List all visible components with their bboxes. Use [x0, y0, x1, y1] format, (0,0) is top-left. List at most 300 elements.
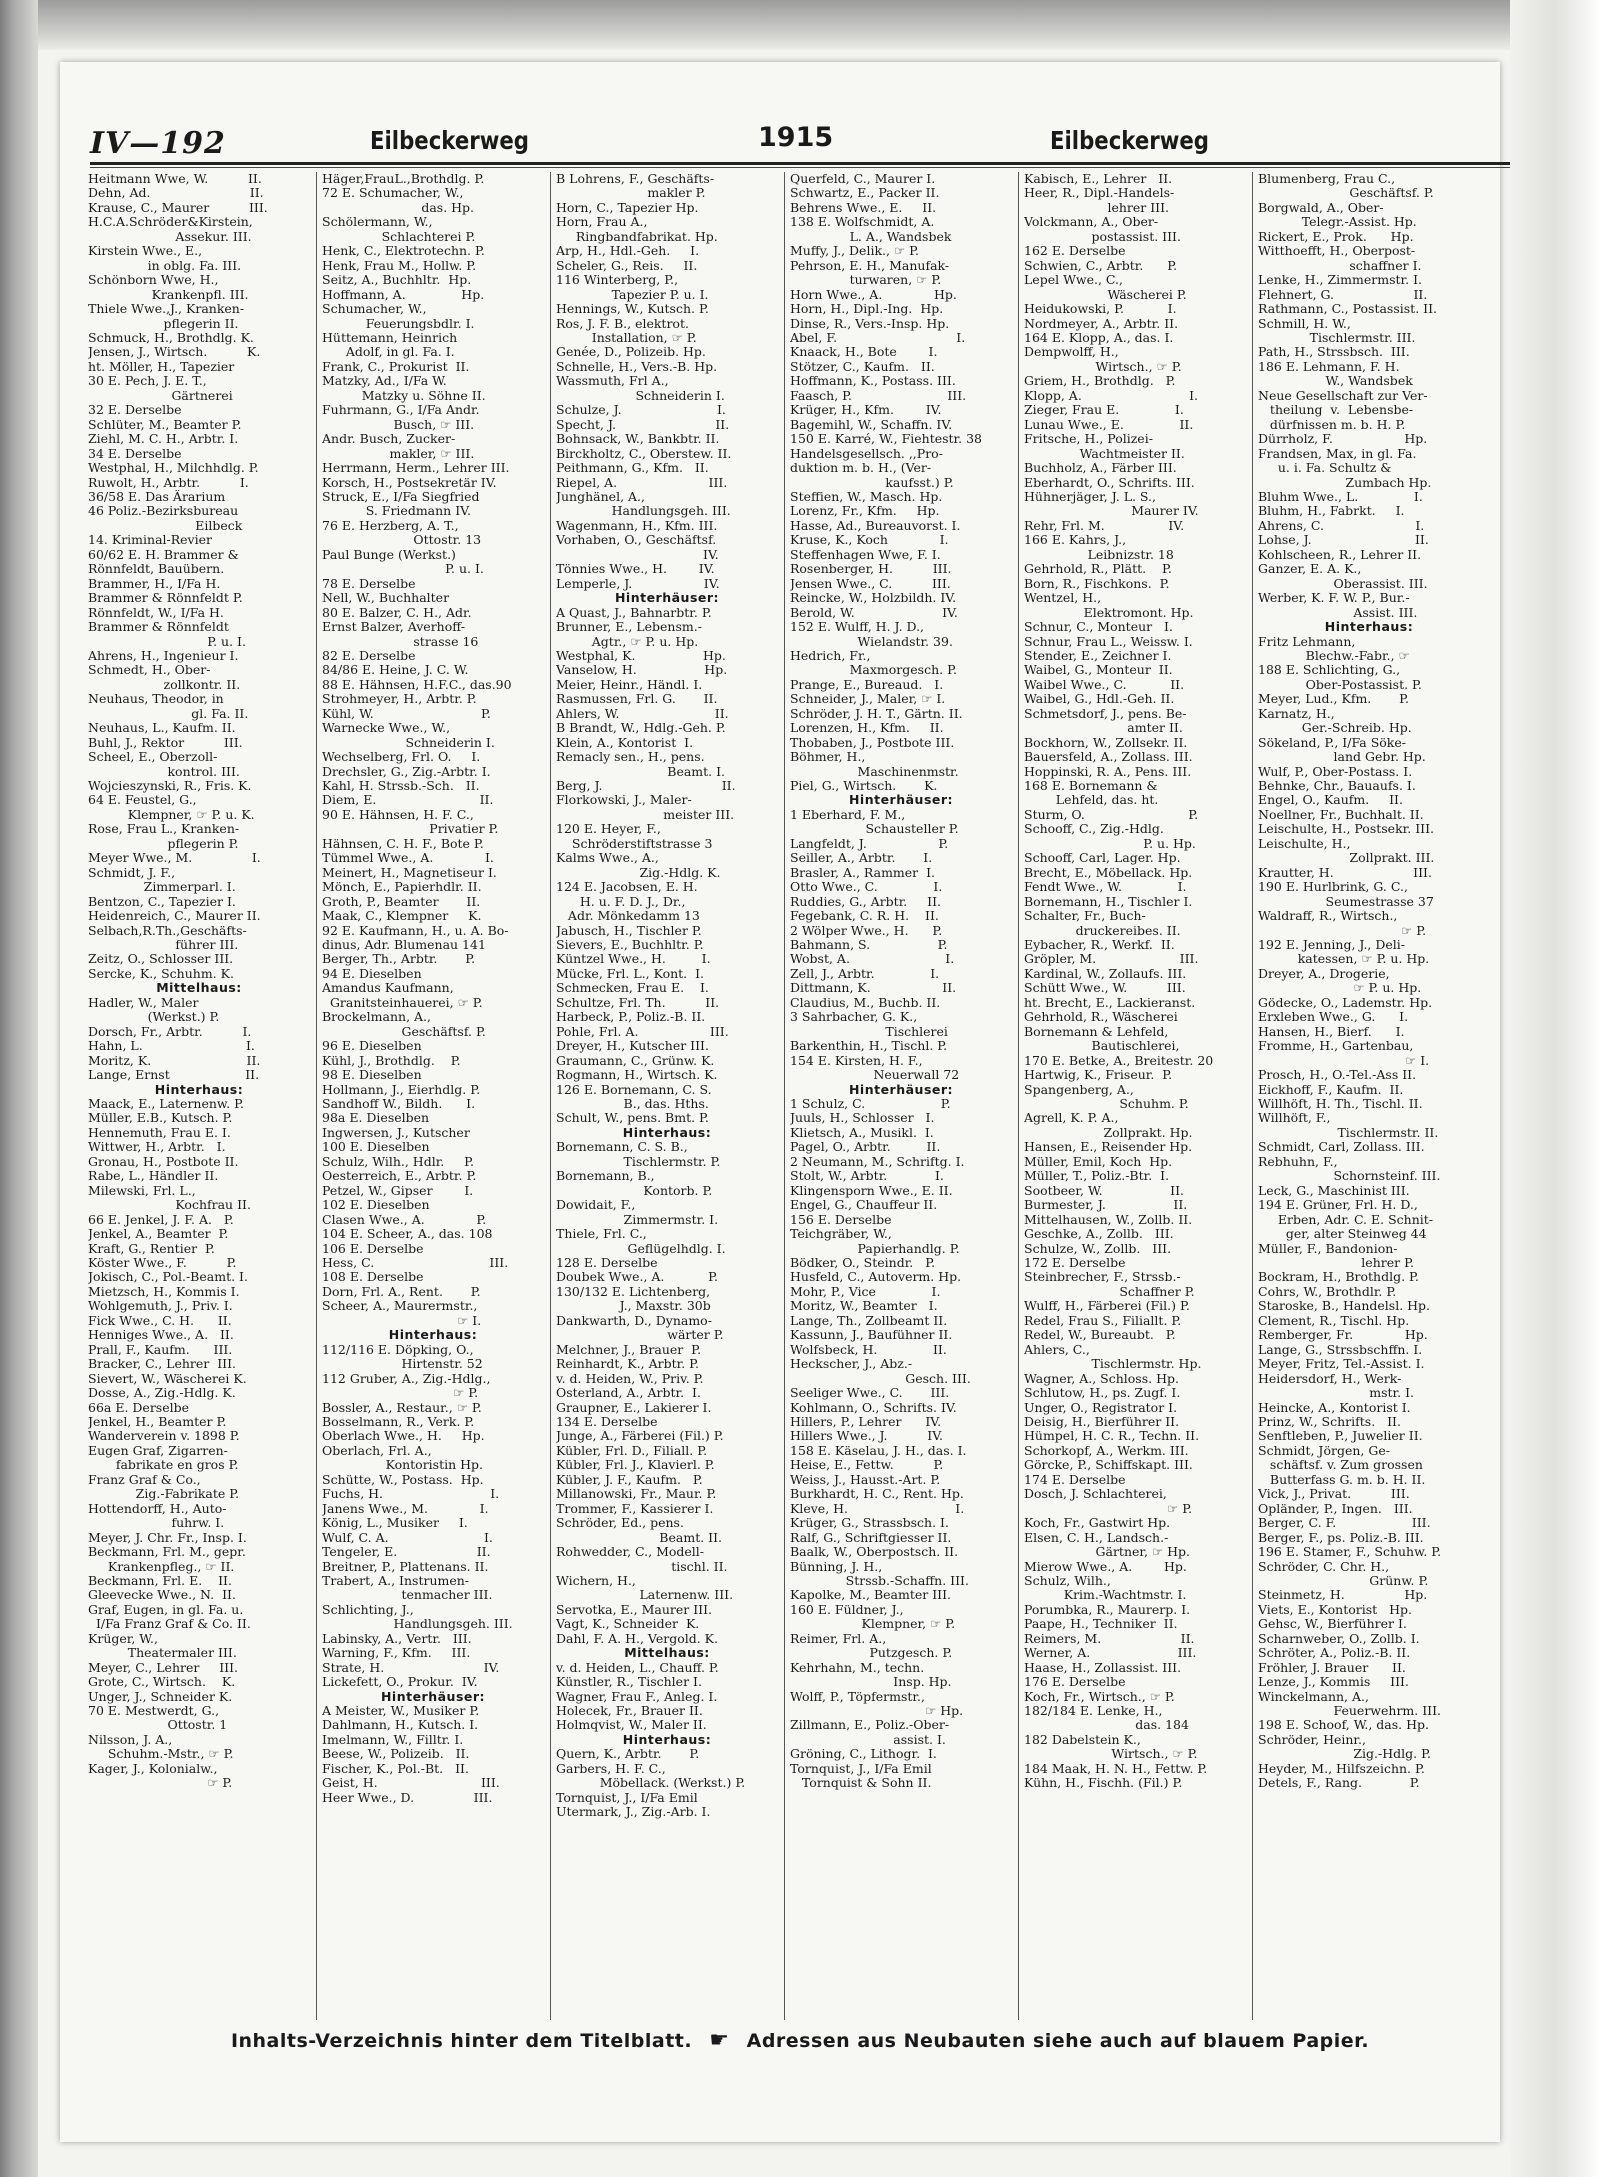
directory-entry-line: Herrmann, Herm., Lehrer III.: [322, 461, 510, 476]
directory-entry-line: Rosenberger, H. III.: [790, 562, 952, 577]
directory-entry-line: Meyer, Fritz, Tel.-Assist. I.: [1258, 1357, 1425, 1372]
directory-entry-line: Theatermaler III.: [88, 1646, 237, 1661]
directory-entry-line: 166 E. Kahrs, J.,: [1024, 533, 1127, 548]
directory-entry-line: Zig.-Hdlg. K.: [556, 865, 721, 880]
directory-entry-line: Wassmuth, Frl A.,: [556, 374, 669, 389]
directory-entry-line: katessen, ☞ P. u. Hp.: [1258, 952, 1430, 967]
directory-entry-line: 70 E. Mestwerdt, G.,: [88, 1704, 220, 1719]
directory-entry-line: Bentzon, C., Tapezier I.: [88, 894, 236, 909]
directory-entry-line: Vick, J., Privat. III.: [1258, 1487, 1410, 1502]
directory-entry-line: B Lohrens, F., Geschäfts-: [556, 172, 715, 186]
directory-entry-line: ht. Brecht, E., Lackieranst.: [1024, 995, 1196, 1010]
scan-edge-left: [0, 0, 38, 2177]
directory-entry-line: Moritz, W., Beamter I.: [790, 1299, 938, 1314]
directory-entry-line: Kochfrau II.: [88, 1198, 251, 1213]
directory-entry-line: 112/116 E. Döpking, O.,: [322, 1342, 474, 1357]
directory-entry-line: Hoffmann, A. Hp.: [322, 287, 485, 302]
directory-entry-line: Warnecke Wwe., W.,: [322, 721, 451, 736]
directory-entry-line: Paape, H., Techniker II.: [1024, 1617, 1178, 1632]
directory-entry-line: Nilsson, J. A.,: [88, 1732, 173, 1747]
directory-entry-line: Kalms Wwe., A.,: [556, 851, 659, 866]
directory-entry-line: Feuerungsbdlr. I.: [322, 316, 475, 331]
directory-entry-line: A Meister, W., Musiker P.: [322, 1704, 480, 1719]
directory-entry-line: Tümmel Wwe., A. I.: [322, 851, 494, 866]
directory-entry-line: Seeliger Wwe., C. III.: [790, 1386, 950, 1401]
directory-entry-line: Garbers, H. F. C.,: [556, 1761, 666, 1776]
directory-entry-line: 164 E. Klopp, A., das. I.: [1024, 330, 1174, 345]
directory-entry-line: ☞ P. u. Hp.: [1258, 981, 1422, 996]
directory-entry-line: Berger, C. F. III.: [1258, 1516, 1431, 1531]
directory-entry-line: Haase, H., Zollassist. III.: [1024, 1660, 1182, 1675]
directory-entry-line: 198 E. Schoof, W., das. Hp.: [1258, 1718, 1429, 1733]
directory-entry-line: Hillers, P., Lehrer IV.: [790, 1414, 942, 1429]
directory-entry-line: Moritz, K. II.: [88, 1053, 261, 1068]
directory-entry-line: Ernst Balzer, Averhoff-: [322, 620, 465, 635]
directory-entry-line: Kraft, G., Rentier P.: [88, 1241, 215, 1256]
column-2: [322, 172, 544, 2020]
directory-entry-line: Prosch, H., O.-Tel.-Ass II.: [1258, 1068, 1417, 1083]
directory-entry-line: Fuhrmann, G., I/Fa Andr.: [322, 403, 480, 418]
directory-entry-line: Prall, F., Kaufm. III.: [88, 1342, 233, 1357]
directory-entry-line: Mietzsch, H., Kommis I.: [88, 1284, 240, 1299]
directory-entry-line: Geist, H. III.: [322, 1776, 500, 1791]
directory-entry-line: Klempner, ☞ P.: [790, 1617, 956, 1632]
directory-entry-line: Clasen Wwe., A. P.: [322, 1212, 487, 1227]
directory-entry-line: Jenkel, H., Beamter P.: [88, 1414, 227, 1429]
directory-entry-line: Krause, C., Maurer III.: [88, 200, 268, 215]
directory-entry-line: Specht, J. II.: [556, 417, 730, 432]
directory-entry-line: 66a E. Derselbe: [88, 1400, 190, 1415]
directory-entry-line: 190 E. Hurlbrink, G. C.,: [1258, 880, 1408, 895]
directory-entry-line: pflegerin P.: [88, 836, 239, 851]
directory-entry-line: Frandsen, Max, in gl. Fa.: [1258, 446, 1417, 461]
directory-entry-line: Rebhuhn, F.,: [1258, 1154, 1338, 1169]
directory-entry-line: mstr. I.: [1258, 1386, 1415, 1401]
directory-entry-line: Schooff, C., Zig.-Hdlg.: [1024, 822, 1164, 837]
directory-entry-line: Redel, W., Bureaubt. P.: [1024, 1328, 1176, 1343]
directory-entry-line: Hartwig, K., Friseur. P.: [1024, 1068, 1173, 1083]
directory-entry-line: theilung v. Lebensbe-: [1258, 403, 1414, 418]
directory-entry-line: I/Fa Franz Graf & Co. II.: [88, 1617, 251, 1632]
directory-entry-line: Leibnizstr. 18: [1024, 547, 1174, 562]
directory-entry-line: Wachtmeister II.: [1024, 446, 1185, 461]
directory-entry-line: 170 E. Betke, A., Breitestr. 20: [1024, 1053, 1214, 1068]
directory-entry-line: Beckmann, Frl. M., gepr.: [88, 1545, 246, 1560]
column-divider: [1018, 172, 1019, 2020]
directory-entry-line: Telegr.-Assist. Hp.: [1258, 215, 1417, 230]
directory-entry-line: das. 184: [1024, 1718, 1189, 1733]
directory-entry-line: Lohse, J. II.: [1258, 533, 1429, 548]
directory-entry-line: Schmedt, H., Ober-: [88, 663, 211, 678]
directory-entry-line: Korsch, H., Postsekretär IV.: [322, 475, 497, 490]
directory-entry-line: 30 E. Pech, J. E. T.,: [88, 374, 207, 389]
directory-entry-line: Klietsch, A., Musikl. I.: [790, 1125, 934, 1140]
directory-entry-line: Knaack, H., Bote I.: [790, 345, 938, 360]
column-5: [1024, 172, 1246, 2020]
directory-entry-line: Gärtner, ☞ Hp.: [1024, 1545, 1191, 1560]
directory-entry-line: Barkenthin, H., Tischl. P.: [790, 1039, 948, 1054]
directory-entry-line: Meyer, J. Chr. Fr., Insp. I.: [88, 1530, 247, 1545]
directory-entry-line: 194 E. Grüner, Frl. H. D.,: [1258, 1198, 1418, 1213]
directory-entry-line: Bünning, J. H.,: [790, 1559, 883, 1574]
directory-entry-line: Tornquist, J., I/Fa Emil: [790, 1761, 932, 1776]
directory-entry-line: 34 E. Derselbe: [88, 446, 182, 461]
directory-entry-line: Flehnert, G. II.: [1258, 287, 1428, 302]
directory-entry-line: v. d. Heiden, L., Chauff. P.: [556, 1660, 719, 1675]
directory-entry-line: Graupner, E., Lakierer I.: [556, 1400, 712, 1415]
directory-entry-line: Stötzer, C., Kaufm. II.: [790, 359, 935, 374]
directory-entry-line: Eybacher, R., Werkf. II.: [1024, 938, 1175, 953]
directory-entry-line: Zimmermstr. I.: [556, 1212, 719, 1227]
directory-entry-line: 160 E. Füldner, J.,: [790, 1602, 904, 1617]
directory-entry-line: 76 E. Herzberg, A. T.,: [322, 518, 459, 533]
directory-entry-line: Sökeland, P., I/Fa Söke-: [1258, 735, 1406, 750]
directory-entry-line: Westphal, H., Milchhdlg. P.: [88, 461, 259, 476]
directory-entry-line: Arp, H., Hdl.-Geh. I.: [556, 244, 700, 259]
directory-entry-line: Koch, Fr., Wirtsch., ☞ P.: [1024, 1689, 1175, 1704]
directory-entry-line: Tischlermstr. III.: [1258, 330, 1416, 345]
directory-entry-line: Peithmann, G., Kfm. II.: [556, 461, 709, 476]
directory-entry-line: Feuerwehrm. III.: [1258, 1704, 1442, 1719]
directory-entry-line: Horn, Frau A.,: [556, 215, 648, 230]
directory-entry-line: Leischulte, H., Postsekr. III.: [1258, 822, 1434, 837]
directory-entry-line: Hirtenstr. 52: [322, 1357, 483, 1372]
directory-entry-line: Vorhaben, O., Geschäftsf.: [556, 533, 717, 548]
section-heading: Hinterhäuser:: [848, 1082, 954, 1097]
directory-entry-line: Willhöft, F.,: [1258, 1111, 1331, 1126]
directory-entry-line: Dinse, R., Vers.-Insp. Hp.: [790, 316, 950, 331]
directory-entry-line: Zimmerparl. I.: [88, 880, 236, 895]
directory-entry-line: Laternenw. III.: [556, 1588, 734, 1603]
directory-entry-line: Path, H., Strssbsch. III.: [1258, 345, 1410, 360]
directory-entry-line: Heidukowski, P. I.: [1024, 302, 1177, 317]
directory-entry-line: 182 Dabelstein K.,: [1024, 1732, 1141, 1747]
directory-entry-line: Eickhoff, F., Kaufm. II.: [1258, 1082, 1404, 1097]
directory-entry-line: Nordmeyer, A., Arbtr. II.: [1024, 316, 1179, 331]
directory-entry-line: turwaren, ☞ P.: [790, 273, 942, 288]
directory-entry-line: Willhöft, H. Th., Tischl. II.: [1258, 1097, 1423, 1111]
directory-entry-line: makler P.: [556, 186, 706, 201]
directory-entry-line: Fendt Wwe., W. I.: [1024, 880, 1187, 895]
directory-entry-line: Neuhaus, L., Kaufm. II.: [88, 721, 236, 736]
directory-entry-line: Behnke, Chr., Bauaufs. I.: [1258, 779, 1416, 794]
directory-entry-line: Kehrhahn, M., techn.: [790, 1660, 925, 1675]
directory-entry-line: Volckmann, A., Ober-: [1024, 215, 1159, 230]
directory-entry-line: Heyder, M., Hilfszeichn. P.: [1258, 1761, 1425, 1776]
directory-entry-line: Bluhm Wwe., L. I.: [1258, 489, 1423, 504]
directory-entry-line: Scheer, A., Maurermstr.,: [322, 1299, 478, 1314]
directory-entry-line: Meyer, C., Lehrer III.: [88, 1660, 238, 1675]
directory-entry-line: Elektromont. Hp.: [1024, 605, 1194, 620]
directory-entry-line: Sturm, O. P.: [1024, 807, 1199, 822]
directory-entry-line: 66 E. Jenkel, J. F. A. P.: [88, 1212, 234, 1227]
directory-entry-line: Granitsteinhauerei, ☞ P.: [322, 995, 483, 1010]
directory-entry-line: Lemperle, J. IV.: [556, 576, 720, 591]
directory-entry-line: 112 Gruber, A., Zig.-Hdlg.,: [322, 1371, 491, 1386]
directory-entry-line: meister III.: [556, 807, 735, 822]
directory-entry-line: 174 E. Derselbe: [1024, 1472, 1126, 1487]
directory-entry-line: Wagenmann, H., Kfm. III.: [556, 518, 718, 533]
directory-entry-line: B Brandt, W., Hdlg.-Geh. P.: [556, 721, 726, 736]
directory-entry-line: Sievert, W., Wäscherei K.: [88, 1371, 247, 1386]
directory-entry-line: Dorn, Frl. A., Rent. P.: [322, 1284, 481, 1299]
directory-entry-line: Henk, Frau M., Hollw. P.: [322, 258, 477, 273]
directory-entry-line: Heidenreich, C., Maurer II.: [88, 909, 261, 924]
directory-entry-line: Hottendorff, H., Auto-: [88, 1501, 227, 1516]
directory-entry-line: Schnur, Frau L., Weissw. I.: [1024, 634, 1193, 649]
directory-entry-line: Eilbeck: [88, 518, 243, 533]
directory-entry-line: Hennemuth, Frau E. I.: [88, 1125, 231, 1140]
section-heading: Hinterhäuser:: [848, 793, 954, 808]
directory-entry-line: Steinbrecher, F., Strssb.-: [1024, 1270, 1181, 1285]
directory-entry-line: Meyer, Lud., Kfm. P.: [1258, 692, 1409, 707]
directory-entry-line: Waldraff, R., Wirtsch.,: [1258, 909, 1398, 924]
directory-entry-line: Remberger, Fr. Hp.: [1258, 1328, 1428, 1343]
directory-entry-line: Unger, O., Registrator I.: [1024, 1400, 1178, 1415]
directory-entry-line: Häger,FrauL.,Brothdlg. P.: [322, 172, 485, 186]
directory-columns: [88, 172, 1518, 2020]
directory-entry-line: ht. Möller, H., Tapezier: [88, 359, 235, 374]
directory-entry-line: 192 E. Jenning, J., Deli-: [1258, 938, 1406, 953]
directory-entry-line: Ahlers, W. II.: [556, 706, 729, 721]
directory-entry-line: Lehfeld, das. ht.: [1024, 793, 1159, 808]
directory-entry-line: Gehsc, W., Bierführer I.: [1258, 1617, 1407, 1632]
directory-entry-line: Thiele, Frl. C.,: [556, 1227, 647, 1242]
directory-entry-line: Junge, A., Färberei (Fil.) P.: [556, 1429, 724, 1444]
directory-entry-line: Weiss, J., Hausst.-Art. P.: [790, 1472, 941, 1487]
directory-entry-line: Vanselow, H. Hp.: [556, 663, 728, 678]
directory-entry-line: Millanowski, Fr., Maur. P.: [556, 1487, 717, 1502]
directory-entry-line: Zillmann, E., Poliz.-Ober-: [790, 1718, 950, 1733]
directory-entry-line: Rehr, Frl. M. IV.: [1024, 518, 1185, 533]
directory-entry-line: Jensen Wwe., C. III.: [790, 576, 951, 591]
directory-entry-line: Winckelmann, A.,: [1258, 1689, 1369, 1704]
directory-entry-line: Clement, R., Tischl. Hp.: [1258, 1313, 1410, 1328]
directory-entry-line: Adr. Mönkedamm 13: [556, 909, 700, 924]
directory-entry-line: Busch, ☞ III.: [322, 417, 475, 432]
directory-entry-line: Jabusch, H., Tischler P.: [556, 923, 702, 938]
directory-entry-line: Reimers, M. II.: [1024, 1631, 1195, 1646]
directory-entry-line: 172 E. Derselbe: [1024, 1255, 1126, 1270]
directory-entry-line: Prinz, W., Schrifts. II.: [1258, 1414, 1401, 1429]
directory-entry-line: Andr. Busch, Zucker-: [322, 432, 456, 447]
directory-entry-line: Servotka, E., Maurer III.: [556, 1602, 712, 1617]
directory-entry-line: Hedrich, Fr.,: [790, 648, 871, 663]
directory-entry-line: Geschke, A., Zollb. III.: [1024, 1227, 1174, 1242]
directory-entry-line: amter II.: [1024, 721, 1183, 736]
directory-entry-line: Paul Bunge (Werkst.): [322, 547, 456, 562]
directory-entry-line: Wanderverein v. 1898 P.: [88, 1429, 240, 1444]
directory-entry-line: Berger, Th., Arbtr. P.: [322, 952, 476, 967]
directory-entry-line: P. u. I.: [322, 562, 484, 577]
directory-entry-line: Kühn, H., Fischh. (Fil.) P.: [1024, 1776, 1183, 1791]
directory-entry-line: 84/86 E. Heine, J. C. W.: [322, 663, 469, 678]
directory-entry-line: Zig.-Fabrikate P.: [88, 1487, 240, 1502]
directory-entry-line: Jenkel, A., Beamter P.: [88, 1227, 229, 1242]
directory-entry-line: Breitner, P., Plattenans. II.: [322, 1559, 489, 1574]
directory-entry-line: Hansen, E., Reisender Hp.: [1024, 1140, 1193, 1155]
directory-entry-line: Amandus Kaufmann,: [322, 981, 454, 996]
directory-entry-line: Westphal, K. Hp.: [556, 648, 726, 663]
directory-entry-line: Meier, Heinr., Händl. I.: [556, 677, 703, 692]
directory-entry-line: Burmester, J. II.: [1024, 1198, 1188, 1213]
directory-entry-line: Bohnsack, W., Bankbtr. II.: [556, 432, 720, 447]
directory-entry-line: Leck, G., Maschinist III.: [1258, 1183, 1410, 1198]
directory-entry-line: Schwartz, E., Packer II.: [790, 186, 940, 201]
directory-entry-line: schäftsf. v. Zum grossen: [1258, 1458, 1423, 1473]
directory-entry-line: B., das. Hths.: [556, 1097, 709, 1111]
directory-entry-line: Dankwarth, D., Dynamo-: [556, 1313, 712, 1328]
directory-entry-line: 46 Poliz.-Bezirksbureau: [88, 504, 239, 519]
directory-entry-line: Senftleben, P., Juwelier II.: [1258, 1429, 1423, 1444]
directory-entry-line: Fuchs, H. I.: [322, 1487, 500, 1502]
directory-entry-line: Strate, H. IV.: [322, 1660, 500, 1675]
directory-entry-line: Bockhorn, W., Zollsekr. II.: [1024, 735, 1188, 750]
directory-entry-line: Tischlerei: [790, 1024, 948, 1039]
directory-entry-line: Stender, E., Zeichner I.: [1024, 648, 1172, 663]
directory-entry-line: Schmill, H. W.,: [1258, 316, 1351, 331]
street-name-left: Eilbeckerweg: [370, 126, 530, 155]
directory-entry-line: Schnelle, H., Vers.-B. Hp.: [556, 359, 718, 374]
directory-entry-line: Cohrs, W., Brothdlr. P.: [1258, 1284, 1397, 1299]
directory-entry-line: Gleevecke Wwe., N. II.: [88, 1588, 236, 1603]
section-heading: Mittelhaus:: [624, 1646, 710, 1661]
directory-entry-line: Kruse, K., Koch I.: [790, 533, 949, 548]
directory-entry-line: 36/58 E. Das Ärarium: [88, 489, 226, 504]
directory-entry-line: Schneiderin I.: [556, 388, 725, 403]
directory-entry-line: 134 E. Derselbe: [556, 1414, 658, 1429]
directory-entry-line: 3 Sahrbacher, G. K.,: [790, 1010, 918, 1025]
directory-entry-line: 82 E. Derselbe: [322, 648, 416, 663]
directory-entry-line: L. A., Wandsbek: [790, 229, 952, 244]
directory-entry-line: Hahn, L. I.: [88, 1039, 255, 1054]
directory-entry-line: 150 E. Karré, W., Fiehtestr. 38: [790, 432, 983, 447]
directory-entry-line: 186 E. Lehmann, F. H.: [1258, 359, 1400, 374]
directory-entry-line: Detels, F., Rang. P.: [1258, 1776, 1420, 1791]
directory-entry-line: Dempwolff, H.,: [1024, 345, 1119, 360]
directory-entry-line: Wojcieszynski, R., Fris. K.: [88, 779, 252, 794]
directory-entry-line: Utermark, J., Zig.-Arb. I.: [556, 1805, 711, 1820]
directory-entry-line: Ros, J. F. B., elektrot.: [556, 316, 689, 331]
directory-entry-line: ☞ Hp.: [790, 1704, 964, 1719]
directory-entry-line: 184 Maak, H. N. H., Fettw. P.: [1024, 1761, 1208, 1776]
directory-entry-line: Handlungsgeh. III.: [556, 504, 731, 519]
directory-entry-line: Brammer, H., I/Fa H.: [88, 576, 221, 591]
directory-entry-line: Ringbandfabrikat. Hp.: [556, 229, 718, 244]
directory-entry-line: 98a E. Dieselben: [322, 1111, 430, 1126]
section-heading: Mittelhaus:: [156, 981, 242, 996]
directory-entry-line: Franz Graf & Co.,: [88, 1472, 201, 1487]
directory-entry-line: Groth, P., Beamter II.: [322, 894, 481, 909]
directory-entry-line: Kahl, H. Strssb.-Sch. II.: [322, 779, 480, 794]
directory-entry-line: Dreyer, H., Kutscher III.: [556, 1039, 709, 1054]
directory-entry-line: pflegerin II.: [88, 316, 239, 331]
directory-entry-line: Hümpel, H. C. R., Techn. II.: [1024, 1429, 1200, 1444]
directory-entry-line: Kohlscheen, R., Lehrer II.: [1258, 547, 1422, 562]
directory-entry-line: Grote, C., Wirtsch. K.: [88, 1675, 236, 1690]
directory-entry-line: Fegebank, C. R. H. II.: [790, 909, 939, 924]
directory-entry-line: Erxleben Wwe., G. I.: [1258, 1010, 1409, 1025]
directory-entry-line: Thiele Wwe.,J., Kranken-: [88, 302, 245, 317]
directory-entry-line: Strohmeyer, H., Arbtr. P.: [322, 692, 477, 707]
directory-entry-line: 60/62 E. H. Brammer &: [88, 547, 239, 562]
directory-entry-line: Milewski, Frl. L.,: [88, 1183, 196, 1198]
directory-entry-line: Schütte, W., Postass. Hp.: [322, 1472, 484, 1487]
directory-entry-line: Schröder, Heinr.,: [1258, 1732, 1366, 1747]
directory-entry-line: 102 E. Dieselben: [322, 1198, 430, 1213]
directory-entry-line: Krüger, H., Kfm. IV.: [790, 403, 942, 418]
directory-entry-line: Agtr., ☞ P. u. Hp.: [556, 634, 699, 649]
column-6: [1258, 172, 1480, 2020]
directory-entry-line: Fromme, H., Gartenbau,: [1258, 1039, 1414, 1054]
directory-entry-line: Maurer IV.: [1024, 504, 1199, 519]
directory-entry-line: Kontoristin Hp.: [322, 1458, 484, 1473]
directory-entry-line: Engel, G., Chauffeur II.: [790, 1198, 938, 1213]
directory-entry-line: 196 E. Stamer, F., Schuhw. P.: [1258, 1545, 1442, 1560]
directory-entry-line: 1 Eberhard, F. M.,: [790, 807, 906, 822]
directory-entry-line: Hähnsen, C. H. F., Bote P.: [322, 836, 484, 851]
directory-entry-line: Diem, E. II.: [322, 793, 494, 808]
directory-entry-line: 78 E. Derselbe: [322, 576, 416, 591]
column-4: [790, 172, 1012, 2020]
directory-entry-line: Blumenberg, Frau C.,: [1258, 172, 1396, 186]
directory-entry-line: Privatier P.: [322, 822, 499, 837]
directory-entry-line: druckereibes. II.: [1024, 923, 1181, 938]
directory-entry-line: 156 E. Derselbe: [790, 1212, 892, 1227]
directory-entry-line: Görcke, P., Schiffskapt. III.: [1024, 1458, 1193, 1473]
directory-entry-line: 80 E. Balzer, C. H., Adr.: [322, 605, 472, 620]
directory-entry-line: Otto Wwe., C. I.: [790, 880, 943, 895]
directory-entry-line: Henniges Wwe., A. II.: [88, 1328, 234, 1343]
directory-entry-line: Melchner, J., Brauer P.: [556, 1342, 702, 1357]
directory-entry-line: Blechw.-Fabr., ☞: [1258, 648, 1410, 663]
column-divider: [550, 172, 551, 2020]
directory-entry-line: Matzky, Ad., I/Fa W.: [322, 374, 447, 389]
page-footer: [0, 2028, 1600, 2053]
directory-entry-line: Kager, J., Kolonialw.,: [88, 1761, 218, 1776]
directory-entry-line: Zollprakt. Hp.: [1024, 1125, 1193, 1140]
directory-entry-line: Neue Gesellschaft zur Ver-: [1258, 388, 1428, 403]
directory-entry-line: Oesterreich, E., Arbtr. P.: [322, 1169, 477, 1184]
directory-entry-line: Vagt, K., Schneider K.: [556, 1617, 700, 1632]
directory-entry-line: Quern, K., Arbtr. P.: [556, 1747, 700, 1762]
directory-entry-line: 14. Kriminal-Revier: [88, 533, 212, 548]
directory-entry-line: Schlachterei P.: [322, 229, 476, 244]
directory-entry-line: Krüger, W.,: [88, 1631, 158, 1646]
directory-entry-line: 1 Schulz, C. P.: [790, 1097, 951, 1111]
directory-entry-line: Dreyer, A., Drogerie,: [1258, 966, 1390, 981]
directory-entry-line: Wolfsbeck, H. II.: [790, 1342, 947, 1357]
directory-entry-line: Horn, C., Tapezier Hp.: [556, 200, 699, 215]
directory-entry-line: Neuerwall 72: [790, 1068, 960, 1083]
directory-entry-line: Lenze, J., Kommis III.: [1258, 1675, 1409, 1690]
directory-entry-line: Meinert, H., Magnetiseur I.: [322, 865, 497, 880]
directory-entry-line: Redel, Frau S., Filiallt. P.: [1024, 1313, 1182, 1328]
directory-entry-line: Waibel, G., Hdl.-Geh. II.: [1024, 692, 1175, 707]
directory-entry-line: Oberassist. III.: [1258, 576, 1428, 591]
directory-entry-line: Schmidt, J. F.,: [88, 865, 176, 880]
directory-entry-line: Pagel, O., Arbtr. II.: [790, 1140, 941, 1155]
directory-entry-line: 182/184 E. Lenke, H.,: [1024, 1704, 1163, 1719]
directory-entry-line: Ahlers, C.,: [1024, 1342, 1090, 1357]
directory-entry-line: Schulz, Wilh.,: [1024, 1573, 1111, 1588]
directory-entry-line: Hennings, W., Kutsch. P.: [556, 302, 709, 317]
directory-entry-line: Strssb.-Schaffn. III.: [790, 1573, 969, 1588]
directory-entry-line: Riepel, A. III.: [556, 475, 728, 490]
directory-entry-line: Krankenpfl. III.: [88, 287, 249, 302]
directory-entry-line: Ger.-Schreib. Hp.: [1258, 721, 1412, 736]
directory-entry-line: Neuhaus, Theodor, in: [88, 692, 224, 707]
